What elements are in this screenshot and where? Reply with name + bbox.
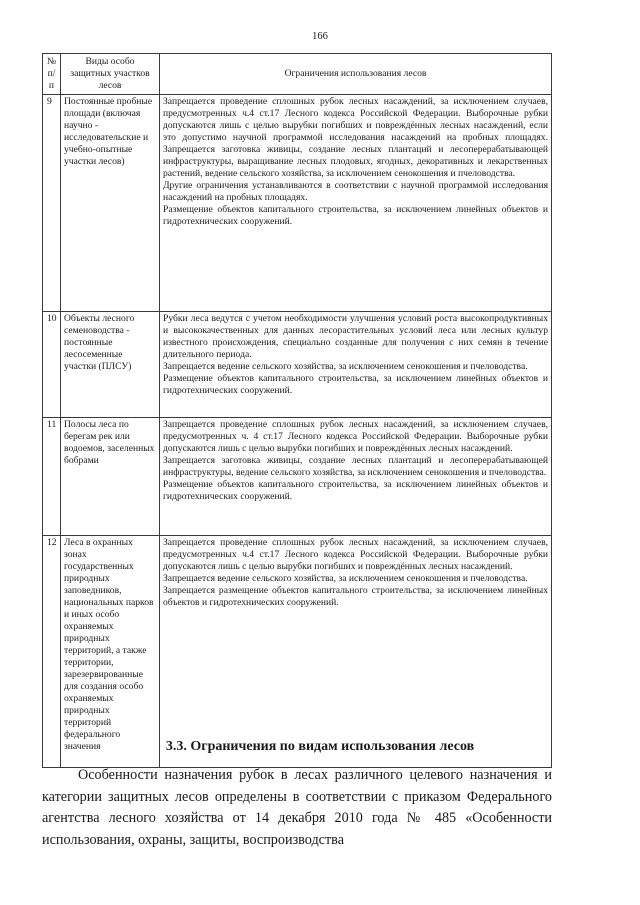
row-number: 10 [43, 312, 61, 418]
table-row [43, 312, 552, 418]
restriction-paragraph: Размещение объектов капитального строительства, за исключением линейных объектов и гидротехнических сооружений. [163, 373, 548, 396]
restriction-paragraph: Запрещается размещение объектов капитального строительства, за исключением линейных объектов и гидротехнических сооружений. [163, 585, 548, 608]
table-row [43, 418, 552, 536]
table-row [43, 536, 552, 768]
row-category: Объекты лесного семеноводства - постоянные лесосеменные участки (ПЛСУ) [61, 312, 160, 418]
row-restrictions [160, 536, 552, 768]
header-number: № п/п [43, 54, 61, 95]
header-restrictions: Ограничения использования лесов [160, 54, 552, 95]
restriction-paragraph: Размещение объектов капитального строительства, за исключением линейных объектов и гидротехнических сооружений. [163, 204, 548, 227]
restriction-paragraph: Запрещается ведение сельского хозяйства, за исключением сенокошения и пчеловодства. [163, 573, 528, 584]
row-restrictions [160, 95, 552, 312]
forest-restrictions-table [42, 53, 552, 768]
row-restrictions [160, 418, 552, 536]
page-number: 166 [312, 31, 328, 42]
header-row [43, 54, 552, 95]
row-category: Постоянные пробные площади (включая научно - исследовательские и учебно-опытные участки лесов) [61, 95, 160, 312]
restriction-paragraph: Запрещается проведение сплошных рубок лесных насаждений, за исключением случаев, предусмотренных ч.4 ст.17 Лесного кодекса Российской Федерации. Выборочные рубки допускаются лишь с целью вырубки погибших и повреждённых лесных насаждений, если это допустимо научной программой исследования насаждений на пробных площадях. Запрещается заготовка живицы, создание лесных плантаций и лесоперерабатывающей инфраструктуры, выращивание лесных плодовых, ягодных, декоративных и лекарственных растений, ведение сельского хозяйства, за исключением сенокошения и пчеловодства. [163, 96, 548, 179]
restriction-paragraph: Запрещается заготовка живицы, создание лесных плантаций и лесоперерабатывающей инфраструктуры, ведение сельского хозяйства, за исключением сенокошения и пчеловодства. [163, 455, 548, 478]
row-number: 9 [43, 95, 61, 312]
row-number: 12 [43, 536, 61, 768]
restriction-paragraph: Размещение объектов капитального строительства, за исключением линейных объектов и гидротехнических сооружений. [163, 479, 548, 502]
row-restrictions [160, 312, 552, 418]
row-category: Полосы леса по берегам рек или водоемов, заселенных бобрами [61, 418, 160, 536]
row-category: Леса в охранных зонах государственных природных заповедников, национальных парков и иных особо охраняемых природных территорий, а также территории, зарезервированные для создания особо охраняемых природных территорий федерального значения [61, 536, 160, 768]
restriction-paragraph: Рубки леса ведутся с учетом необходимости улучшения условий роста высокопродуктивных и высококачественных для данных лесорастительных условий леса или лесных культур известного происхождения, специально созданные для получения с них семян в течение длительного периода. [163, 313, 548, 360]
header-category: Виды особо защитных участков лесов [61, 54, 160, 95]
restriction-paragraph: Запрещается проведение сплошных рубок лесных насаждений, за исключением случаев, предусмотренных ч. 4 ст.17 Лесного кодекса Российской Федерации. Выборочные рубки допускаются лишь с целью вырубки погибших и повреждённых лесных насаждений. [163, 419, 548, 454]
body-paragraph: Особенности назначения рубок в лесах различного целевого назначения и категории защитных лесов определены в соответствии с приказом Федерального агентства лесного хозяйства от 14 декабря 2010 года № 485 «Особенности использования, охраны, защиты, воспроизводства [42, 767, 552, 848]
table-header [43, 54, 552, 95]
restriction-paragraph: Запрещается проведение сплошных рубок лесных насаждений, за исключением случаев, предусмотренных ч.4 ст.17 Лесного кодекса Российской Федерации. Выборочные рубки допускаются лишь с целью вырубки погибших и повреждённых лесных насаждений. [163, 537, 548, 572]
table-row [43, 95, 552, 312]
section-heading: 3.3. Ограничения по видам использования лесов [165, 739, 475, 754]
row-number: 11 [43, 418, 61, 536]
restriction-paragraph: Запрещается ведение сельского хозяйства, за исключением сенокошения и пчеловодства. [163, 361, 528, 372]
restriction-paragraph: Другие ограничения устанавливаются в соответствии с научной программой исследования насаждений на пробных площадях. [163, 180, 548, 203]
